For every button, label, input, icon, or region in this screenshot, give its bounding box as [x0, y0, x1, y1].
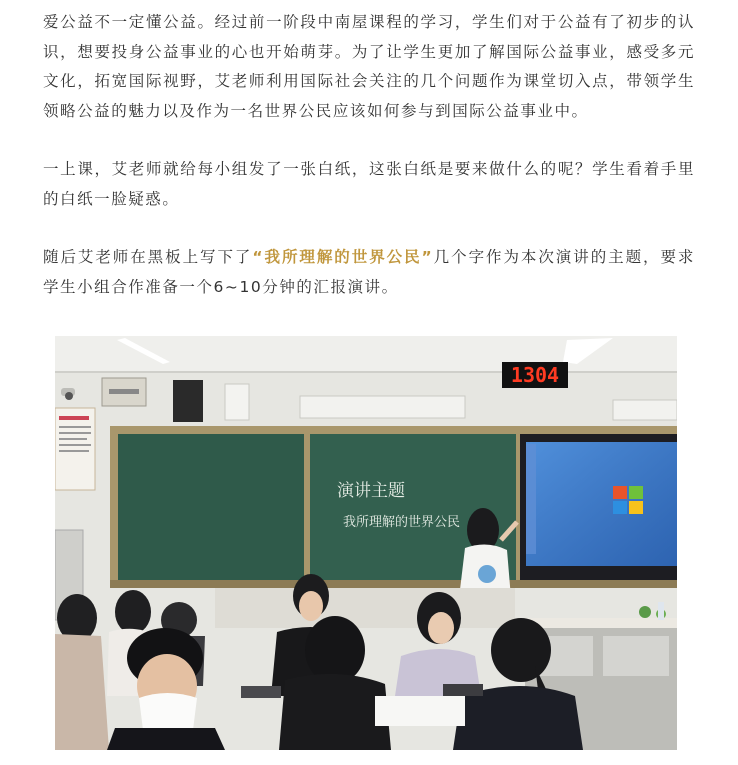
air-vent	[300, 396, 465, 418]
board-title: 演讲主题	[337, 481, 405, 501]
air-vent	[613, 400, 677, 420]
topic-highlight: “我所理解的世界公民”	[252, 248, 434, 266]
classroom-photo	[55, 336, 677, 750]
notice-board	[55, 408, 95, 490]
paragraph-topic-start: 随后艾老师在黑板上写下了	[43, 248, 253, 266]
paragraph-intro: 爱公益不一定懂公益。经过前一阶段中南屋课程的学习，学生们对于公益有了初步的认识，想要投身公益事业的心也开始萌芽。为了让学生更加了解国际公益事业，感受多元文化，拓宽国际视野，艾老师利用国际社会关注的几个问题作为课堂切入点，带领学生领略公益的魅力以及作为一名世界公民应该如何参与到国际公益事业中。	[43, 13, 695, 120]
paragraph-topic	[43, 243, 695, 302]
speaker	[173, 380, 203, 422]
paragraph-topic-end: 几个字作为本次演讲的主题，要求学生小组合作准备一个6~10分钟的汇报演讲。	[43, 248, 695, 296]
article-body	[43, 8, 695, 302]
clock-readout: 1304	[510, 363, 560, 387]
paragraph-blank-paper: 一上课，艾老师就给每小组发了一张白纸，这张白纸是要来做什么的呢？学生看着手里的白纸一脸疑惑。	[43, 160, 695, 208]
speaker	[225, 384, 249, 420]
board-topic: 我所理解的世界公民	[343, 515, 461, 530]
chalkboard-left	[118, 434, 304, 580]
